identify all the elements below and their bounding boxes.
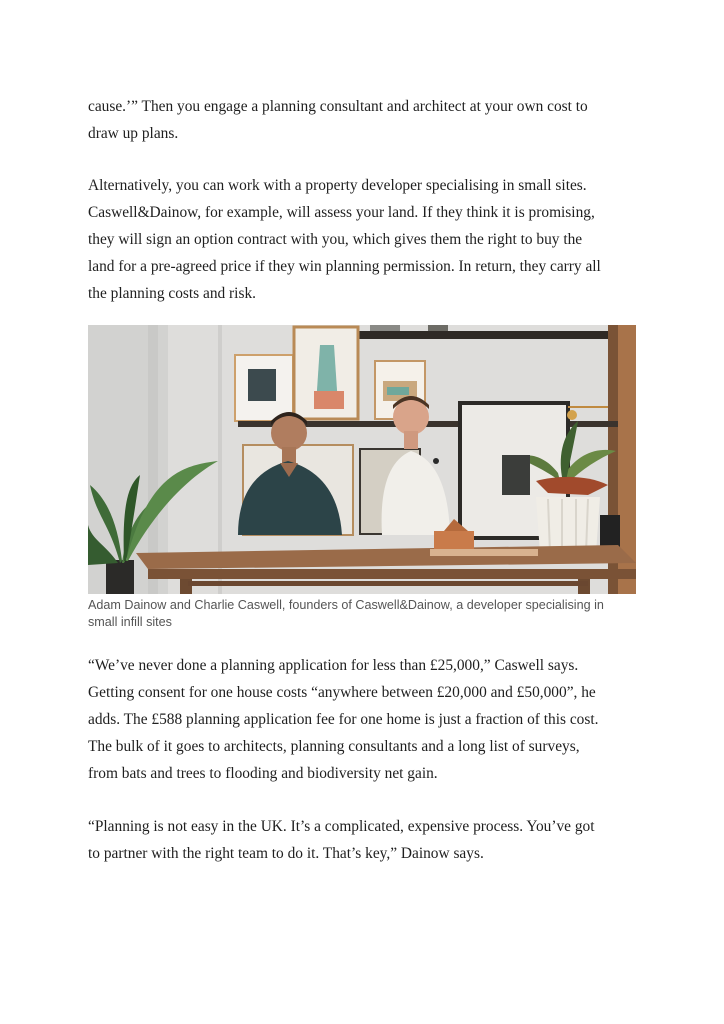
body-paragraph	[88, 652, 648, 787]
paragraph-line: the planning costs and risk.	[88, 285, 256, 302]
paragraph-line: Caswell&Dainow, for example, will assess your land. If they think it is promising,	[88, 204, 595, 221]
paragraph-line: cause.’” Then you engage a planning consultant and architect at your own cost to	[88, 98, 588, 115]
founders-photo	[88, 325, 636, 594]
body-paragraph	[88, 93, 648, 147]
body-paragraph	[88, 172, 648, 307]
paragraph-line: to partner with the right team to do it. That’s key,” Dainow says.	[88, 845, 484, 862]
caption-line: small infill sites	[88, 614, 172, 629]
photo-caption	[88, 597, 648, 630]
paragraph-line: Alternatively, you can work with a property developer specialising in small sites.	[88, 177, 587, 194]
paragraph-line: adds. The £588 planning application fee for one home is just a fraction of this cost.	[88, 711, 599, 728]
paragraph-line: “We’ve never done a planning application for less than £25,000,” Caswell says.	[88, 657, 579, 674]
paragraph-line: The bulk of it goes to architects, planning consultants and a long list of surveys,	[88, 738, 580, 755]
paragraph-line: draw up plans.	[88, 125, 179, 142]
caption-line: Adam Dainow and Charlie Caswell, founders of Caswell&Dainow, a developer specialising in	[88, 598, 604, 612]
paragraph-line: land for a pre-agreed price if they win planning permission. In return, they carry all	[88, 258, 601, 275]
paragraph-line: “Planning is not easy in the UK. It’s a complicated, expensive process. You’ve got	[88, 818, 595, 835]
paragraph-line: they will sign an option contract with you, which gives them the right to buy the	[88, 231, 583, 248]
paragraph-line: from bats and trees to flooding and biodiversity net gain.	[88, 765, 438, 782]
paragraph-line: Getting consent for one house costs “anywhere between £20,000 and £50,000”, he	[88, 684, 596, 701]
body-paragraph	[88, 813, 648, 867]
